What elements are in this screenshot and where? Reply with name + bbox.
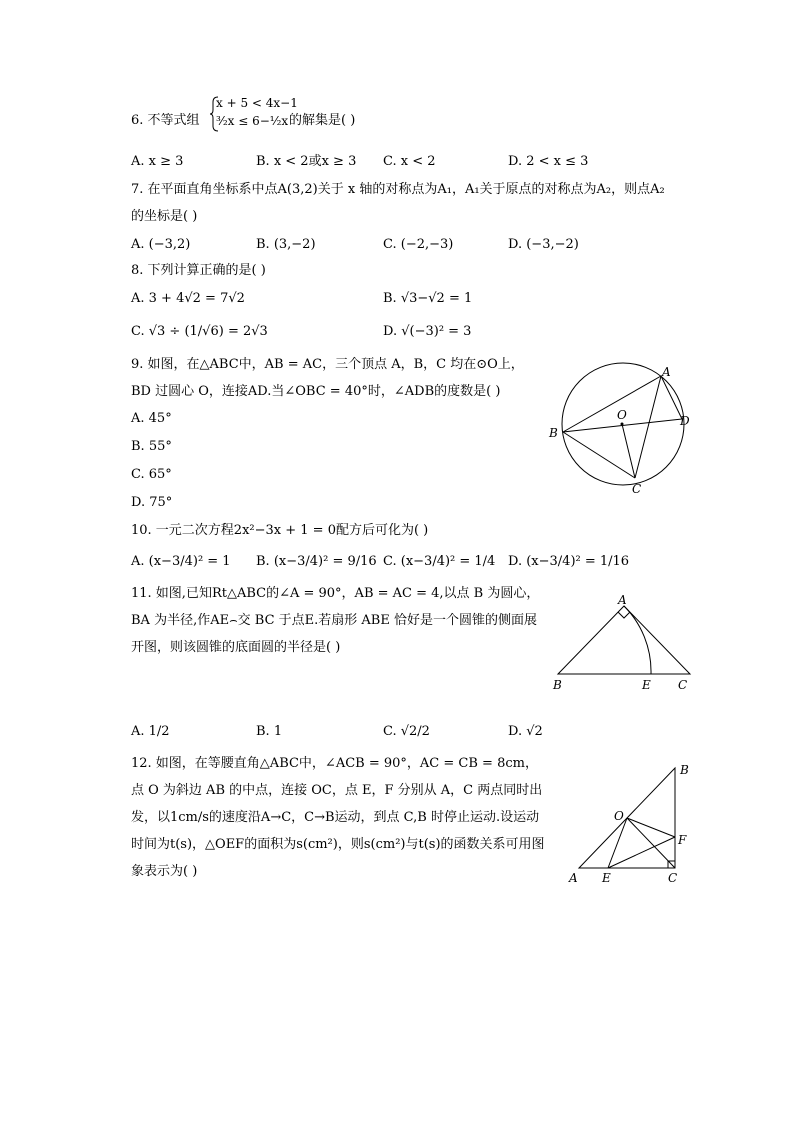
q11-line1: 11. 如图,已知Rt△ABC的∠A = 90°，AB = AC = 4,以点 B 为圆心，	[131, 586, 540, 601]
q12-line1: 12. 如图，在等腰直角△ABC中，∠ACB = 90°，AC = CB = 8cm，	[131, 756, 538, 771]
q6-system-line2: ³⁄₂x ≤ 6−¹⁄₂x	[216, 114, 289, 128]
q7-option-b[interactable]: B. (3,−2)	[256, 237, 316, 252]
q10-option-d[interactable]: D. (x−3/4)² = 1/16	[508, 554, 630, 569]
q8-option-d[interactable]: D. √(−3)² = 3	[383, 324, 472, 339]
label-a: A	[618, 593, 627, 607]
q6-system-line1: x + 5 < 4x−1	[216, 96, 298, 110]
q6-option-a[interactable]: A. x ≥ 3	[131, 154, 184, 169]
q8-option-a[interactable]: A. 3 + 4√2 = 7√2	[131, 291, 245, 306]
q11-line3: 开图，则该圆锥的底面圆的半径是( )	[131, 640, 341, 655]
q7-option-c[interactable]: C. (−2,−3)	[383, 237, 454, 252]
q6-suffix: 的解集是( )	[289, 113, 356, 128]
line-bc	[563, 432, 635, 478]
q12-line5: 象表示为( )	[131, 864, 198, 879]
q9-option-b[interactable]: B. 55°	[131, 439, 172, 454]
q8-option-c[interactable]: C. √3 ÷ (1/√6) = 2√3	[131, 324, 268, 339]
q9-option-d[interactable]: D. 75°	[131, 495, 173, 510]
line-ad	[661, 376, 682, 419]
q7-option-d[interactable]: D. (−3,−2)	[508, 237, 579, 252]
q11-line2: BA 为半径,作AE⌢交 BC 于点E.若扇形 ABE 恰好是一个圆锥的侧面展	[131, 613, 537, 628]
q7-line1: 7. 在平面直角坐标系中点A(3,2)关于 x 轴的对称点为A₁，A₁关于原点的对称点为A₂，则点A₂	[131, 182, 665, 197]
q6-prefix: 6. 不等式组	[131, 113, 200, 128]
q6-option-b[interactable]: B. x < 2或x ≥ 3	[256, 154, 357, 169]
q7-option-a[interactable]: A. (−3,2)	[131, 237, 191, 252]
center-point-o	[621, 423, 624, 426]
line-ba	[563, 376, 661, 432]
label-d: D	[680, 414, 690, 428]
q9-option-a[interactable]: A. 45°	[131, 411, 172, 426]
label-f: F	[678, 833, 687, 847]
q8-option-b[interactable]: B. √3−√2 = 1	[383, 291, 473, 306]
line-ac	[635, 376, 661, 478]
line-of	[627, 818, 675, 837]
q10-line1: 10. 一元二次方程2x²−3x + 1 = 0配方后可化为( )	[131, 523, 429, 538]
q6-option-c[interactable]: C. x < 2	[383, 154, 436, 169]
q12-line2: 点 O 为斜边 AB 的中点，连接 OC，点 E，F 分别从 A，C 两点同时出	[131, 783, 543, 798]
q10-option-c[interactable]: C. (x−3/4)² = 1/4	[383, 554, 496, 569]
q12-line4: 时间为t(s)，△OEF的面积为s(cm²)，则s(cm²)与t(s)的函数关系可用图	[131, 837, 545, 852]
q9-line1: 9. 如图，在△ABC中，AB = AC，三个顶点 A，B，C 均在⊙O上，	[131, 357, 524, 372]
q11-option-c[interactable]: C. √2/2	[383, 724, 430, 739]
label-b: B	[680, 763, 689, 777]
isosceles-right-triangle-figure	[562, 758, 702, 886]
q7-line2: 的坐标是( )	[131, 209, 198, 224]
q11-option-d[interactable]: D. √2	[508, 724, 543, 739]
label-c: C	[678, 678, 688, 692]
right-angle-mark-icon	[618, 612, 630, 618]
arc-ae	[624, 606, 651, 674]
label-c: C	[668, 871, 678, 885]
label-o: O	[614, 809, 624, 823]
label-e: E	[602, 871, 611, 885]
triangle-sector-figure	[548, 592, 698, 692]
line-oc	[622, 424, 635, 478]
q10-option-b[interactable]: B. (x−3/4)² = 9/16	[256, 554, 377, 569]
label-b: B	[549, 426, 558, 440]
q9-line2: BD 过圆心 O，连接AD.当∠OBC = 40°时，∠ADB的度数是( )	[131, 384, 501, 399]
q6-option-d[interactable]: D. 2 < x ≤ 3	[508, 154, 589, 169]
label-b: B	[553, 678, 562, 692]
circle-figure	[548, 362, 698, 497]
q11-option-a[interactable]: A. 1/2	[131, 724, 170, 739]
label-c: C	[632, 482, 642, 496]
triangle-abc	[558, 606, 690, 674]
q9-option-c[interactable]: C. 65°	[131, 467, 172, 482]
label-a: A	[662, 365, 671, 379]
q8-line1: 8. 下列计算正确的是( )	[131, 263, 266, 278]
label-e: E	[642, 678, 651, 692]
q12-line3: 发，以1cm/s的速度沿A→C，C→B运动，到点 C,B 时停止运动.设运动	[131, 810, 540, 825]
q11-option-b[interactable]: B. 1	[256, 724, 283, 739]
q10-option-a[interactable]: A. (x−3/4)² = 1	[131, 554, 231, 569]
label-o: O	[617, 408, 627, 422]
label-a: A	[569, 871, 578, 885]
